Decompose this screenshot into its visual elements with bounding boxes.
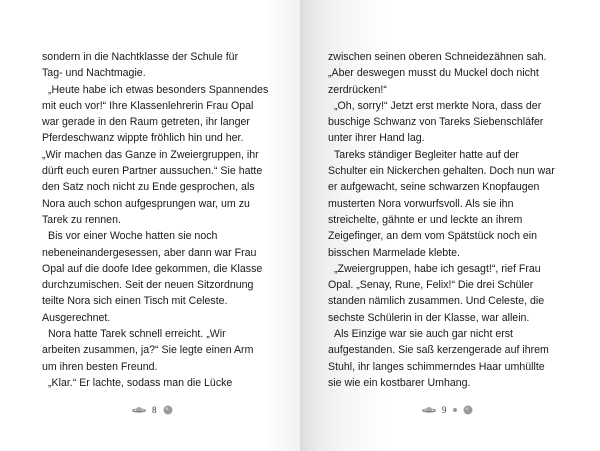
text-line: Nora hatte Tarek schnell erreicht. „Wir — [48, 328, 226, 341]
text-line: Schulter ein Nickerchen gehalten. Doch nun war — [328, 165, 555, 178]
text-line: „Aber deswegen musst du Muckel doch nicht — [328, 67, 539, 80]
text-line: arbeiten zusammen, ja?“ Sie legte einen Arm — [42, 344, 254, 357]
text-line: Bis vor einer Woche hatten sie noch — [48, 230, 218, 243]
left-page-footer — [132, 402, 173, 418]
left-page-text — [42, 49, 268, 391]
text-line: Tag- und Nachtmagie. — [42, 67, 146, 80]
small-planet-icon — [463, 405, 473, 415]
right-page — [300, 0, 600, 451]
text-line: um ihren besten Freund. — [42, 360, 158, 373]
text-line: mit euch vor!“ Ihre Klassenlehrerin Frau Opal — [42, 99, 254, 112]
text-line: unter ihrer Hand lag. — [328, 132, 425, 145]
text-line: „Wir machen das Ganze in Zweiergruppen, ihr — [42, 148, 259, 161]
text-line: „Zweiergruppen, habe ich gesagt!“, rief Frau — [334, 262, 541, 275]
text-line: standen nämlich zusammen. Und Celeste, die — [328, 295, 545, 308]
small-planet-icon — [163, 405, 173, 415]
tiny-star-icon — [453, 408, 457, 412]
text-line: er aufgewacht, seine schwarzen Knopfaugen — [328, 181, 540, 194]
ringed-planet-icon — [422, 406, 436, 414]
text-line: zwischen seinen oberen Schneidezähnen sah. — [328, 51, 547, 63]
text-line: sie wie ein kostbarer Umhang. — [328, 376, 471, 389]
text-line: Ausgerechnet. — [42, 311, 111, 324]
ringed-planet-icon — [132, 406, 146, 414]
text-line: teilte Nora sich einen Tisch mit Celeste. — [42, 295, 228, 308]
text-line: aufgestanden. Sie saß kerzengerade auf ihrem — [328, 344, 549, 357]
text-line: Opal auf die doofe Idee gekommen, die Klasse — [42, 262, 263, 275]
text-line: Nora auch schon aufgesprungen war, um zu — [42, 197, 250, 210]
text-line: „Oh, sorry!“ Jetzt erst merkte Nora, dass der — [334, 99, 542, 112]
text-line: bisschen Marmelade klebte. — [328, 246, 460, 259]
text-line: war gerade in den Raum getreten, ihr langer — [42, 116, 250, 129]
text-line: dürft euch euren Partner aussuchen.“ Sie hatte — [42, 165, 263, 178]
text-line: Stuhl, ihr langes schimmerndes Haar umhüllte — [328, 360, 545, 373]
text-line: musterten Nora vorwurfsvoll. Als sie ihn — [328, 197, 514, 210]
text-line: sondern in die Nachtklasse der Schule für — [42, 51, 239, 63]
text-line: Zeigefinger, an dem vom Spätstück noch ein — [328, 230, 538, 243]
text-line: Opal. „Senay, Rune, Felix!“ Die drei Schüler — [328, 279, 534, 292]
text-line: nebeneinandergesessen, aber dann war Frau — [42, 246, 257, 259]
text-line: Pferdeschwanz wippte fröhlich hin und her. — [42, 132, 244, 145]
text-line: „Klar.“ Er lachte, sodass man die Lücke — [48, 376, 233, 389]
text-line: Als Einzige war sie auch gar nicht erst — [334, 328, 513, 341]
page-number: 8 — [152, 405, 157, 415]
page-number: 9 — [442, 405, 447, 415]
text-line: den Satz noch nicht zu Ende gesprochen, als — [42, 181, 255, 194]
text-line: zerdrücken!“ — [328, 83, 387, 96]
text-line: „Heute habe ich etwas besonders Spannendes — [48, 83, 269, 96]
text-line: durchzumischen. Seit der neuen Sitzordnung — [42, 279, 254, 292]
text-line: streichelte, gähnte er und leckte an ihrem — [328, 213, 523, 226]
text-line: Tarek zu rennen. — [42, 213, 121, 226]
right-page-text — [328, 49, 555, 391]
text-line: Tareks ständiger Begleiter hatte auf der — [334, 148, 519, 161]
text-line: sechste Schülerin in der Klasse, war allein. — [328, 311, 530, 324]
text-line: buschige Schwanz von Tareks Siebenschläfer — [328, 116, 544, 129]
right-page-footer — [422, 402, 473, 418]
